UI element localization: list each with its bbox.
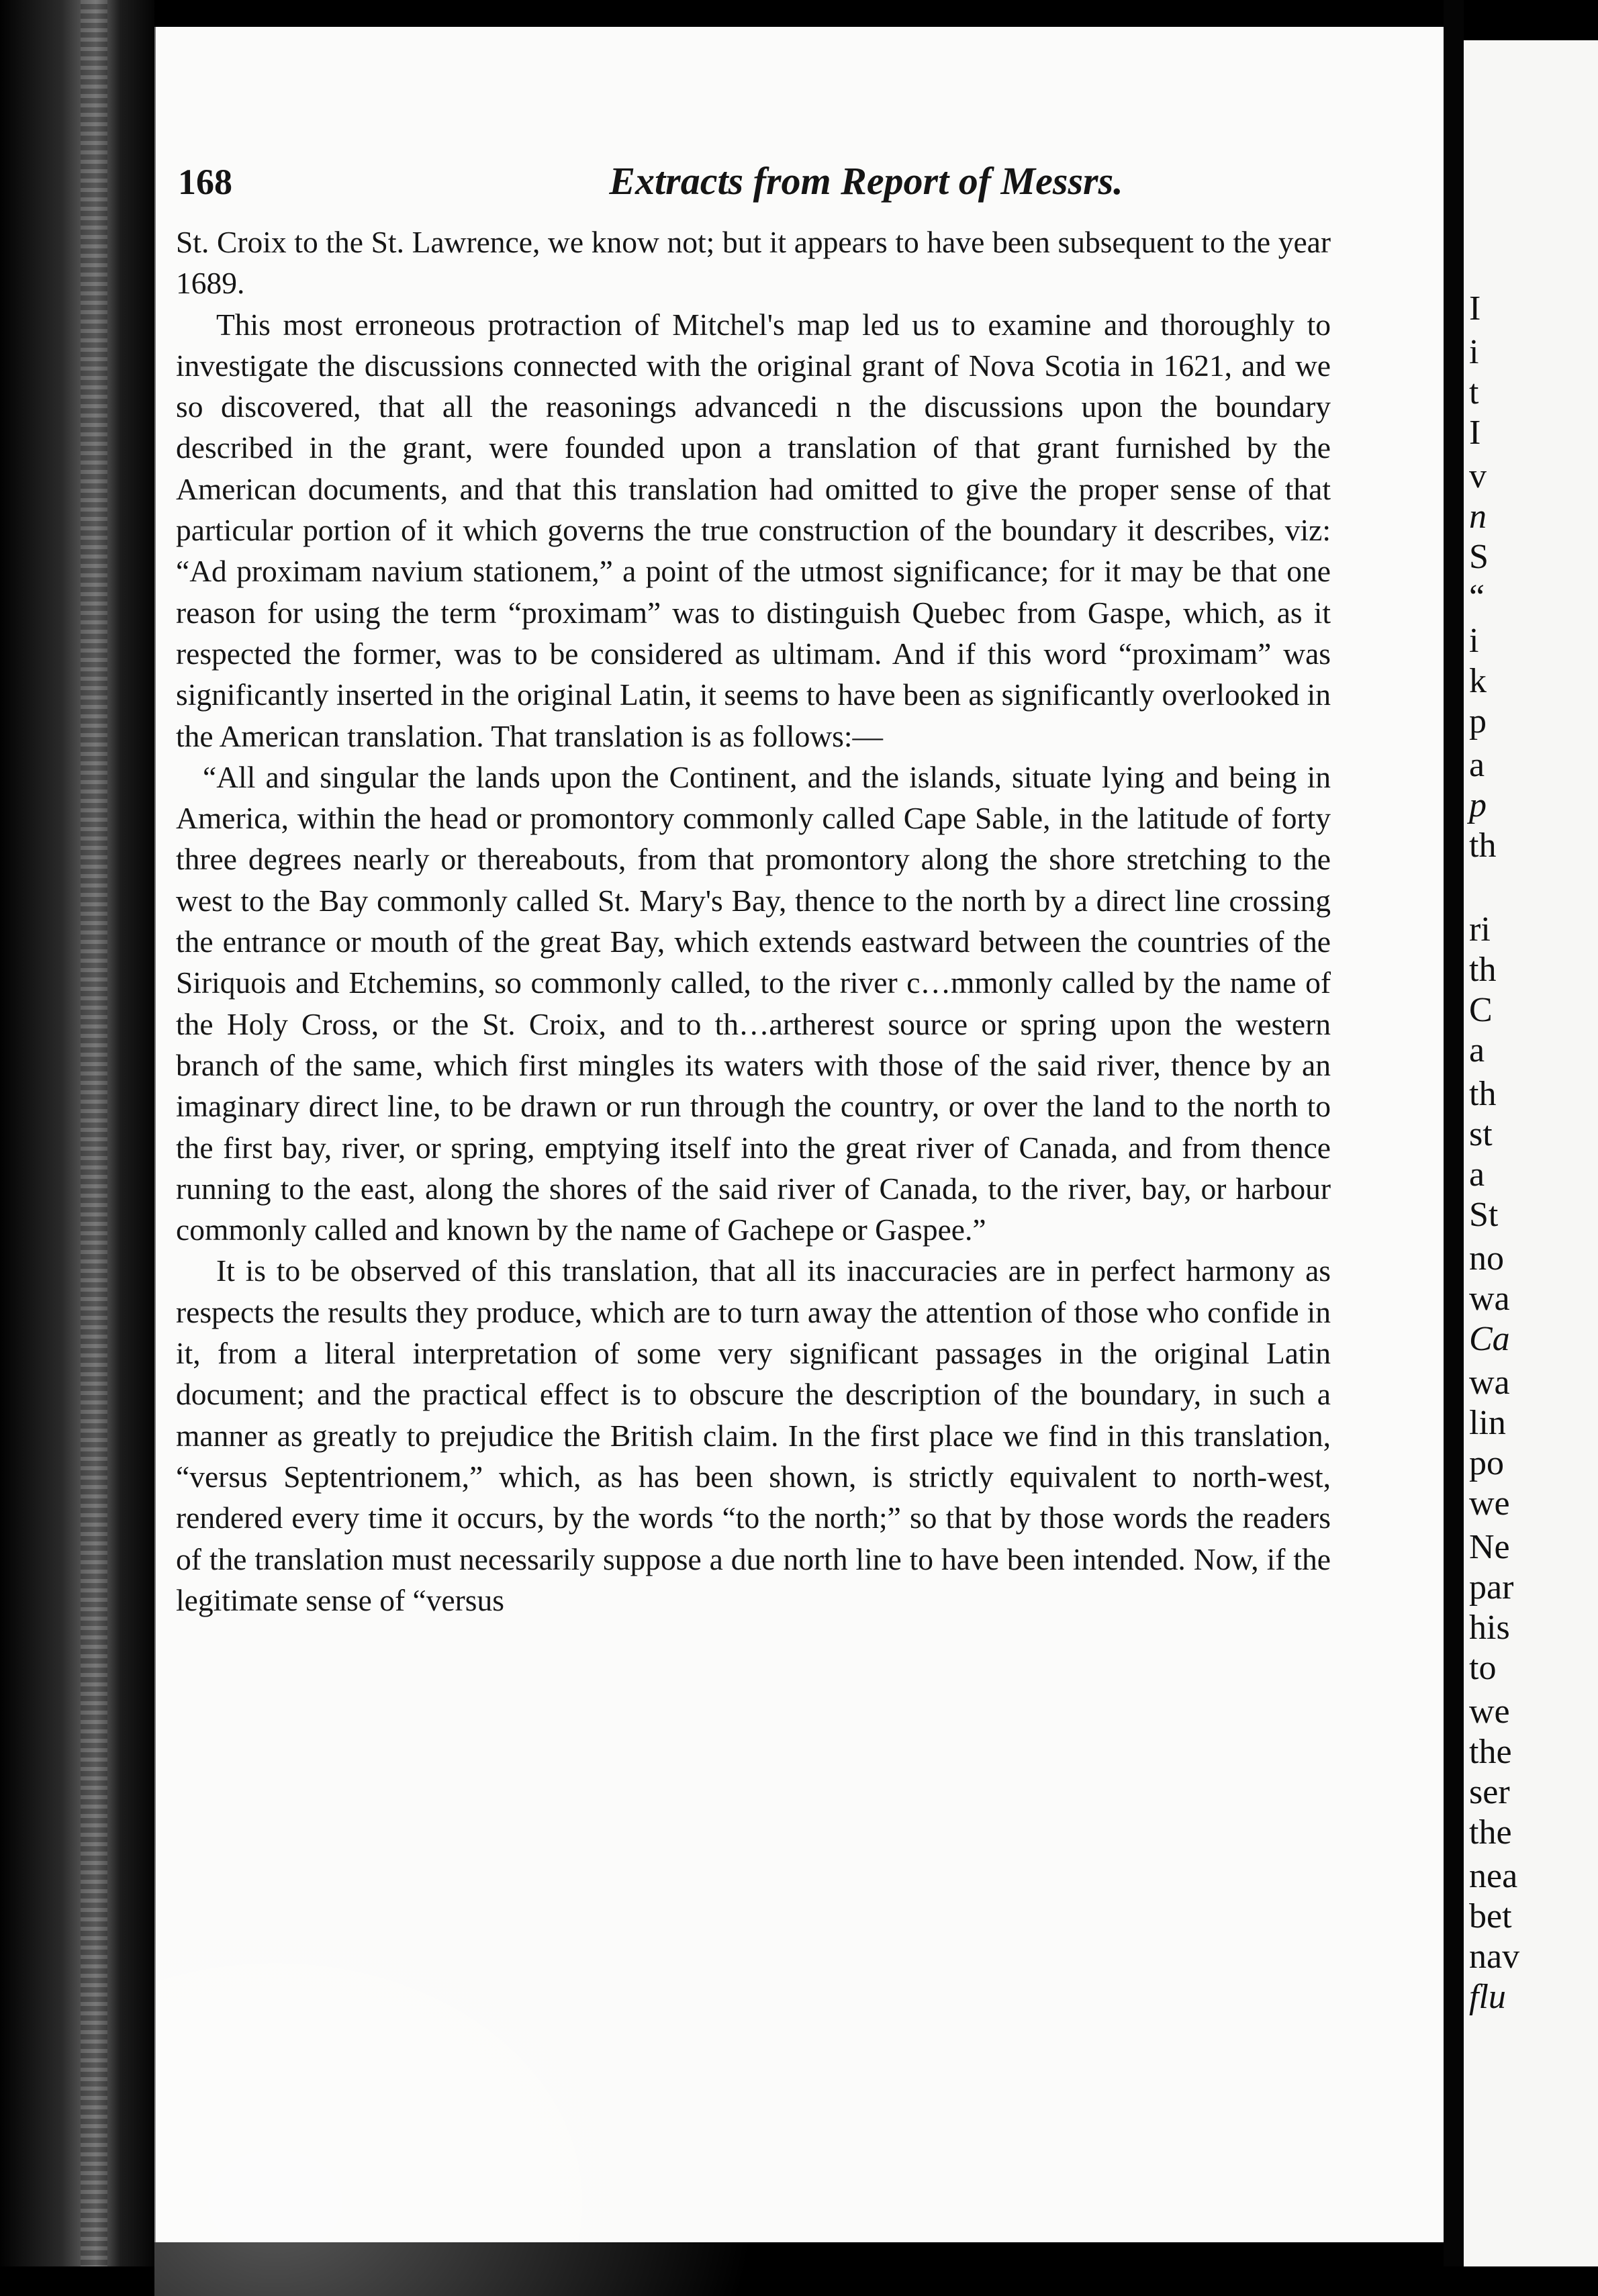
- facing-page-fragment: the: [1469, 1813, 1512, 1852]
- facing-page-fragment: wa: [1469, 1364, 1510, 1402]
- paragraph-translation-quote: “All and singular the lands upon the Continent, and the islands, situate lying and being in America, within the head or promontory commonly called Cape Sable, in the latitude of forty three degrees nearly or thereabouts, from that promontory along the shore stretching to the west to the Bay commonly called St. Mary's Bay, thence to the north by a direct line crossing the entrance or mouth of the great Bay, which extends eastward between the countries of the Siriquois and Etchemins, so commonly called, to the river c…mmonly called by the name of the Holy Cross, or the St. Croix, and to th…artherest source or spring upon the western branch of the same, which first mingles its waters with those of the said river, thence by an imaginary direct line, to be drawn or run through the country, or over the land to the north to the first bay, river, or spring, emptying itself into the great river of Canada, and from thence running to the east, along the shores of the said river of Canada, to the river, bay, or harbour commonly called and known by the name of Gachepe or Gaspee.”: [176, 759, 1331, 1247]
- facing-page-fragment: St: [1469, 1196, 1499, 1234]
- facing-page-fragment: lin: [1469, 1404, 1506, 1442]
- running-head: Extracts from Report of Messrs.: [609, 159, 1123, 203]
- facing-page-fragment: his: [1469, 1609, 1510, 1647]
- facing-page-fragment: to: [1469, 1649, 1497, 1687]
- facing-page-fragment: po: [1469, 1444, 1504, 1482]
- facing-page-fragment: i: [1469, 333, 1479, 371]
- facing-page-fragment: a: [1469, 1031, 1485, 1069]
- facing-page-fragment: t: [1469, 373, 1479, 412]
- facing-page-fragment: I: [1469, 289, 1481, 328]
- facing-page-fragment: Ca: [1469, 1320, 1510, 1358]
- facing-page-fragment: ser: [1469, 1773, 1510, 1811]
- facing-page-fragment: S: [1469, 538, 1489, 576]
- page-number: 168: [178, 162, 232, 202]
- facing-page-fragment: Ne: [1469, 1528, 1510, 1566]
- facing-page-fragment: a: [1469, 1155, 1485, 1194]
- body-text: [176, 222, 1331, 1621]
- facing-page-fragment: the: [1469, 1733, 1512, 1771]
- facing-page-fragment: flu: [1469, 1978, 1506, 2016]
- facing-page-fragment: ri: [1469, 910, 1491, 949]
- facing-page-fragment: “: [1469, 578, 1485, 616]
- facing-page-fragment: i: [1469, 622, 1479, 660]
- facing-page-fragment: p: [1469, 702, 1487, 740]
- facing-page-fragment: th: [1469, 1075, 1497, 1113]
- facing-page-fragment: I: [1469, 414, 1481, 452]
- facing-page-fragment: C: [1469, 991, 1493, 1029]
- facing-page: [1464, 40, 1598, 2266]
- facing-page-fragment: p: [1469, 786, 1487, 824]
- facing-page-fragment: wa: [1469, 1280, 1510, 1318]
- facing-page-fragment: bet: [1469, 1897, 1512, 1935]
- paragraph-observation: It is to be observed of this translation, that all its inaccuracies are in perfect harmony as respects the results they produce, which are to turn away the attention of those who confide in it, from a literal interpretation of some very significant passages in the original Latin document; and the practical effect is to obscure the description of the boundary, in such a manner as greatly to prejudice the British claim. In the first place we find in this translation, “versus Septentrionem,” which, as has been shown, is strictly equivalent to north-west, rendered every time it occurs, by the words “to the north;” so that by those words the readers of the translation must necessarily suppose a due north line to have been intended. Now, if the legitimate sense of “versus: [176, 1253, 1331, 1617]
- facing-page-fragment: par: [1469, 1568, 1514, 1607]
- facing-page-fragment: no: [1469, 1239, 1504, 1278]
- facing-page-fragment: v: [1469, 457, 1487, 495]
- facing-page-fragment: n: [1469, 497, 1487, 536]
- facing-page-fragment: we: [1469, 1484, 1510, 1523]
- facing-page-fragment: k: [1469, 662, 1487, 700]
- facing-page-fragment: th: [1469, 826, 1497, 865]
- paragraph-protraction: This most erroneous protraction of Mitchel's map led us to examine and thoroughly to investigate the discussions connected with the original grant of Nova Scotia in 1621, and we so discovered, that all the reasonings advancedi n the discussions upon the boundary described in the grant, were founded upon a translation of that grant furnished by the American documents, and that this translation had omitted to give the proper sense of that particular portion of it which governs the true construction of the boundary it describes, viz: “Ad proximam navium stationem,” a point of the utmost significance; for it may be that one reason for using the term “proximam” was to distinguish Quebec from Gaspe, which, as it respected the former, was to be considered as ultimam. And if this word “proximam” was significantly inserted in the original Latin, it seems to have been as significantly overlooked in the American translation. That translation is as follows:—: [176, 307, 1331, 753]
- facing-page-fragment: st: [1469, 1115, 1493, 1153]
- facing-page-fragment: a: [1469, 746, 1485, 784]
- facing-page-fragment: nav: [1469, 1938, 1520, 1976]
- paragraph-continuation: St. Croix to the St. Lawrence, we know not; but it appears to have been subsequent to the year 1689.: [176, 225, 1331, 301]
- facing-page-fragment: we: [1469, 1692, 1510, 1731]
- facing-page-fragment: th: [1469, 951, 1497, 989]
- book-gutter: [1444, 0, 1464, 2266]
- page-header: [178, 141, 1420, 201]
- scan-dark-margin: [0, 0, 154, 2266]
- facing-page-fragment: nea: [1469, 1857, 1518, 1895]
